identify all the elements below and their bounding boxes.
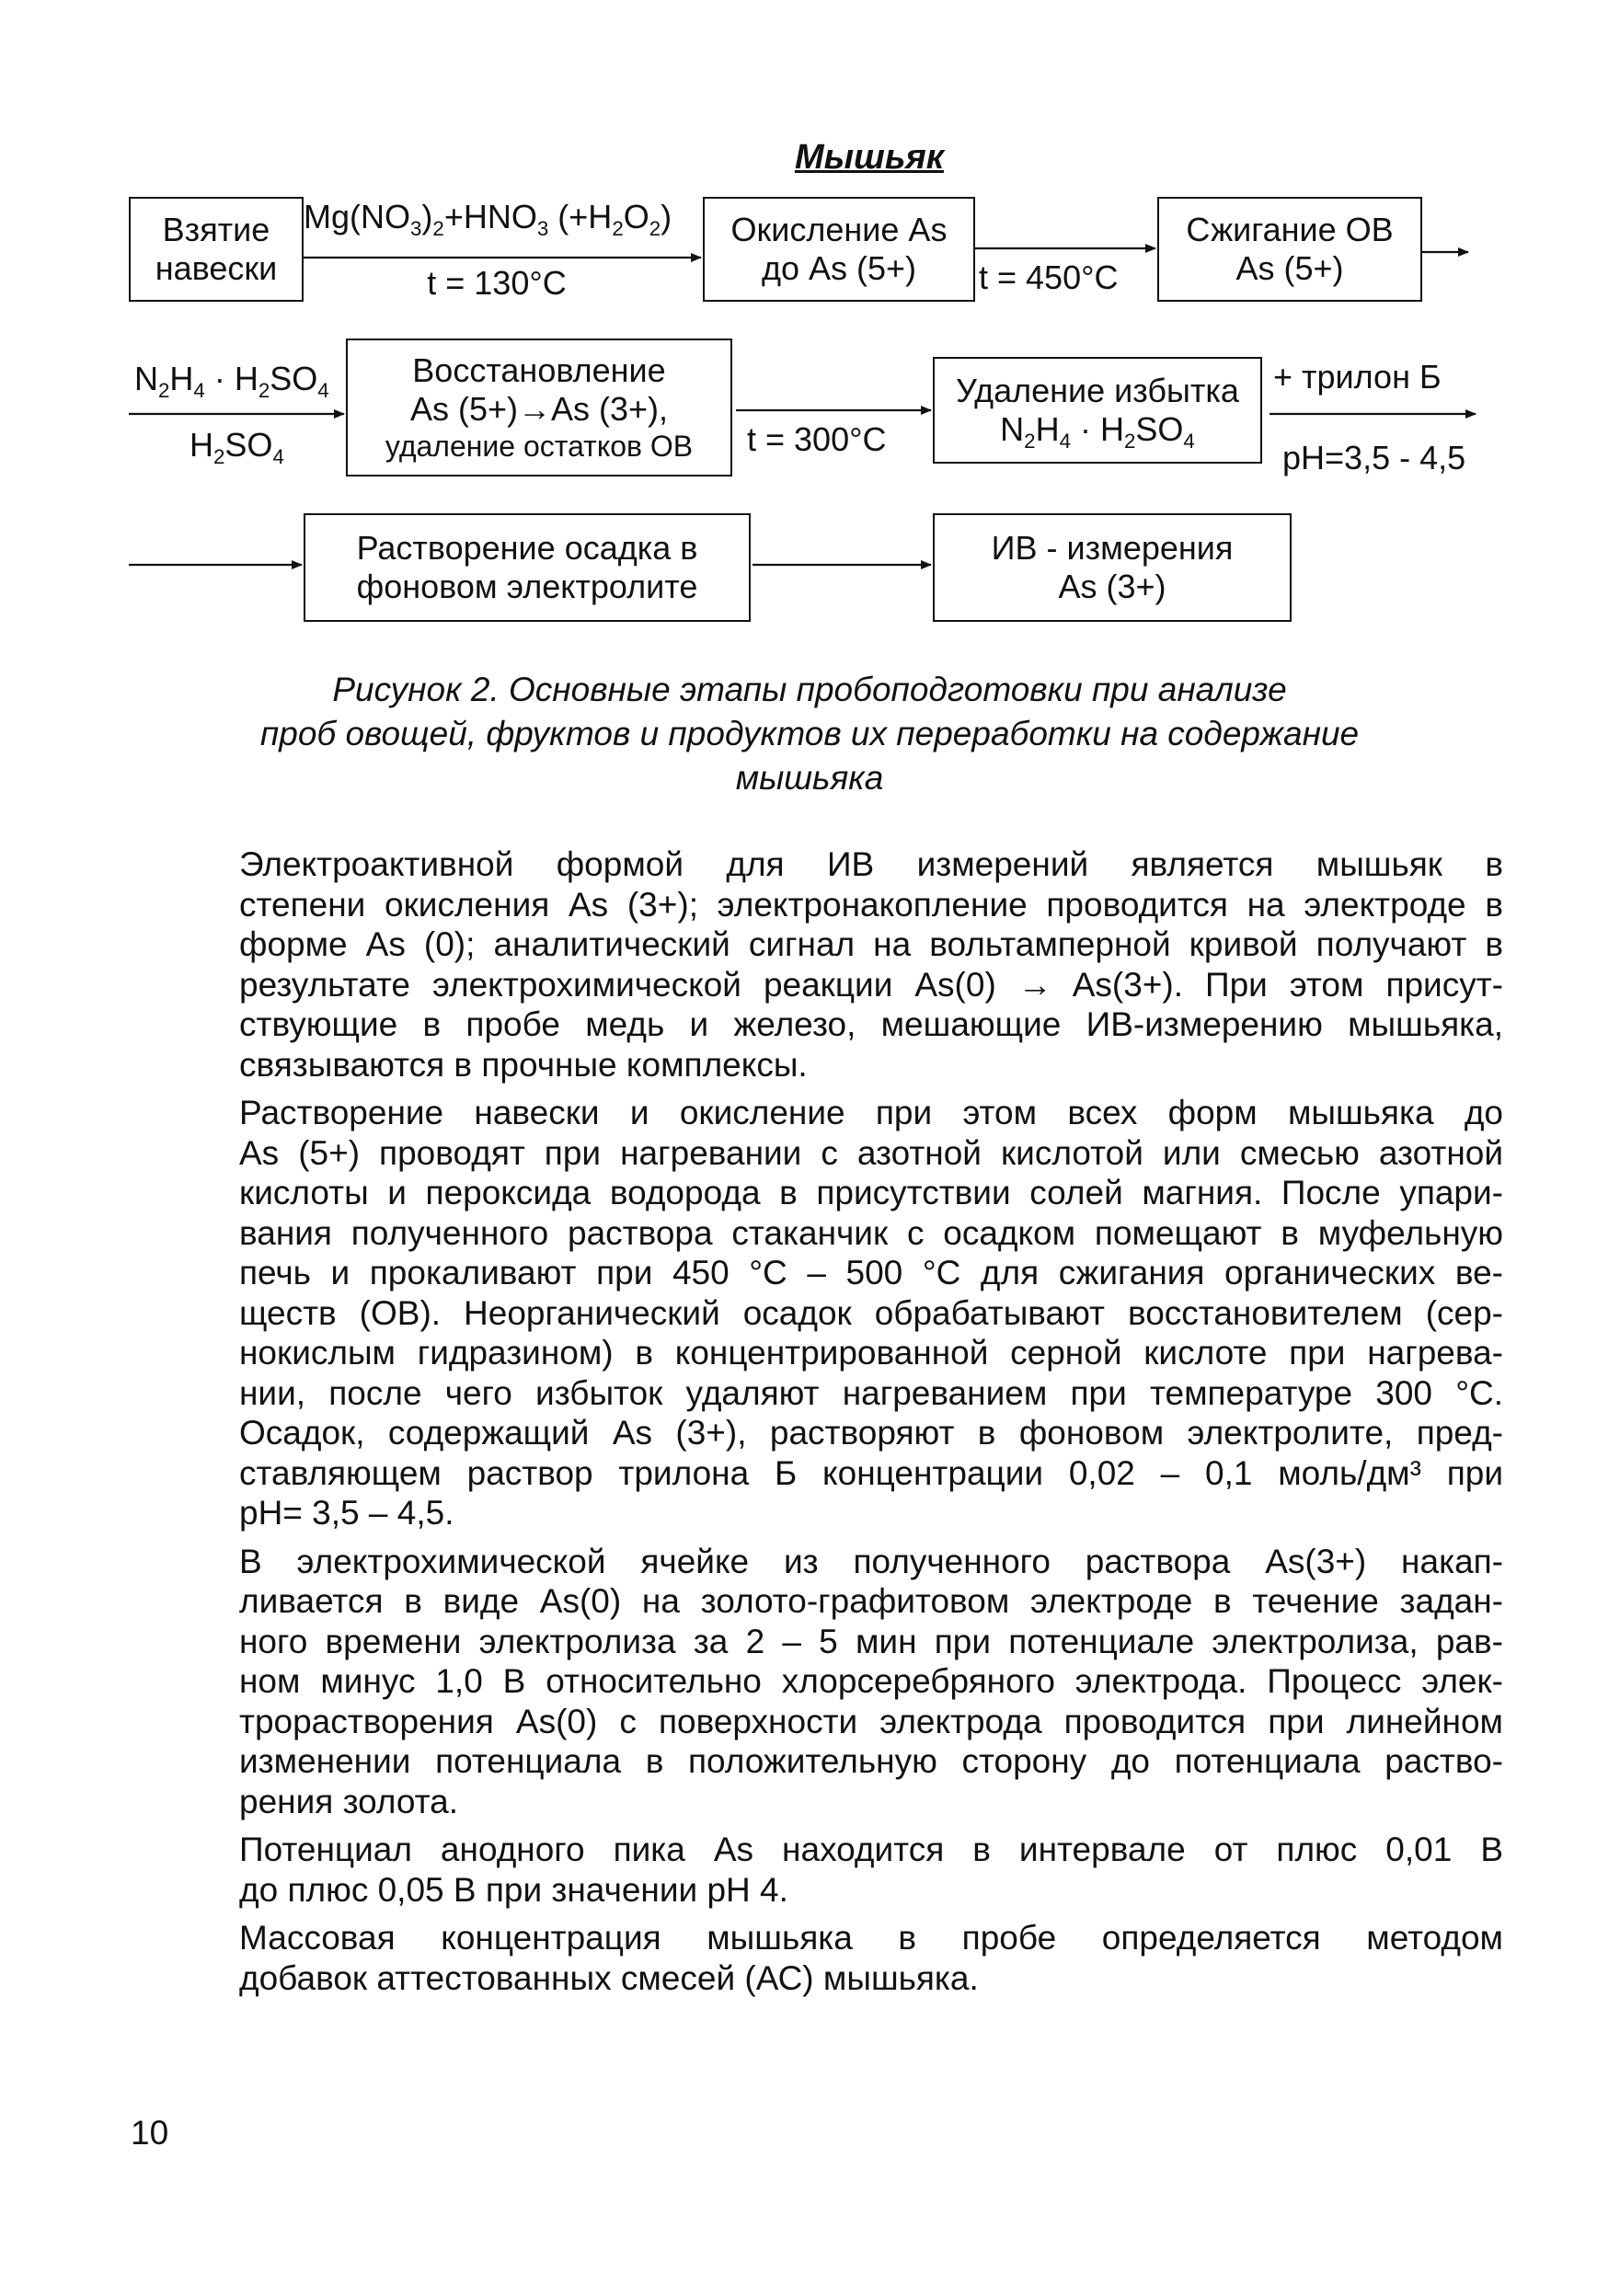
diagram-connectors — [0, 0, 1620, 644]
reagents-nitric: $Mg(NO_3)_2+HNO_3$ $(+H_2O_2)$ — [304, 198, 672, 241]
figure-caption: Рисунок 2. Основные этапы пробоподготовки при анализе проб овощей, фруктов и продуктов их переработки на содержание мышьяка — [259, 671, 1360, 797]
box-measure: ИВ - измерения As (3+) — [933, 513, 1292, 622]
reagent-sulfuric-acid: $H_2SO_4$ — [190, 426, 284, 469]
box-reduce: Восстановление As (5+)→As (3+), удаление остатков ОВ — [346, 339, 732, 476]
page-number: 10 — [131, 2114, 169, 2152]
body-text — [131, 844, 1503, 2006]
box-oxidize: Окисление As до As (5+) — [703, 197, 975, 302]
box-burn: Сжигание ОВ As (5+) — [1157, 197, 1422, 302]
paragraph-anodic-peak: Потенциал анодного пика As находится в интервале от плюс 0,01 В до плюс 0,05 В при значении рН 4. — [239, 1831, 1503, 1909]
temp-130: t = 130°C — [427, 264, 567, 302]
paragraph-electrochemical-cell: В электрохимической ячейке из полученного раствора As(3+) накап- ливается в виде As(0) на золото-графитовом электроде в течение задан- ного времени электролиза за 2 – 5 мин при потенциале электролиза, рав- ном минус 1,0 В относительно хлорсеребряного электрода. Процесс элек- трорастворения As(0) с поверхности электрода проводится при линейном изменении потенциала в положительную сторону до потенциала раство- рения золота. — [239, 1542, 1503, 1820]
ph-label: pH=3,5 - 4,5 — [1282, 439, 1466, 476]
box-remove-excess: Удаление избытка $N_2H_4 \cdot H_2SO_4$ — [933, 357, 1262, 464]
arsenic-flow-diagram — [0, 0, 1620, 644]
trilon-label: + трилон Б — [1273, 358, 1442, 396]
box-dissolve: Растворение осадка в фоновом электролите — [304, 513, 751, 622]
box-weigh: Взятие навески — [129, 197, 304, 302]
paragraph-sample-dissolution: Растворение навески и окисление при этом всех форм мышьяка до As (5+) проводят при нагревании с азотной кислотой или смесью азотной кислоты и пероксида водорода в присутствии солей магния. После упари- вания полученного раствора стаканчик с осадком помещают в муфельную печь и прокаливают при 450 °С – 500 °С для сжигания органических ве- ществ (ОВ). Неорганический осадок обрабатывают восстановителем (сер- нокислым гидразином) в концентрированной серной кислоте при нагрева- нии, после чего избыток удаляют нагреванием при температуре 300 °С. Осадок, содержащий As (3+), растворяют в фоновом электролите, пред- ставляющем раствор трилона Б концентрации 0,02 – 0,1 моль/дм³ при рН= 3,5 – 4,5. — [239, 1094, 1503, 1532]
reagent-hydrazine-sulfate: $N_2H_4 \cdot H_2SO_4$ — [134, 360, 329, 403]
diagram-title: Мышьяк — [794, 138, 945, 177]
temp-300: t = 300°C — [747, 420, 887, 458]
paragraph-electroactive-form: Электроактивной формой для ИВ измерений является мышьяк в степени окисления As (3+); электронакопление проводится на электроде в форме As (0); аналитический сигнал на вольтамперной кривой получают в результате электрохимической реакции As(0) → As(3+). При этом присут- ствующие в пробе медь и железо, мешающие ИВ-измерению мышьяка, связываются в прочные комплексы. — [239, 845, 1503, 1084]
paragraph-mass-concentration: Массовая концентрация мышьяка в пробе определяется методом добавок аттестованных смесей (АС) мышьяка. — [239, 1919, 1503, 1997]
temp-450: t = 450°C — [979, 258, 1119, 296]
